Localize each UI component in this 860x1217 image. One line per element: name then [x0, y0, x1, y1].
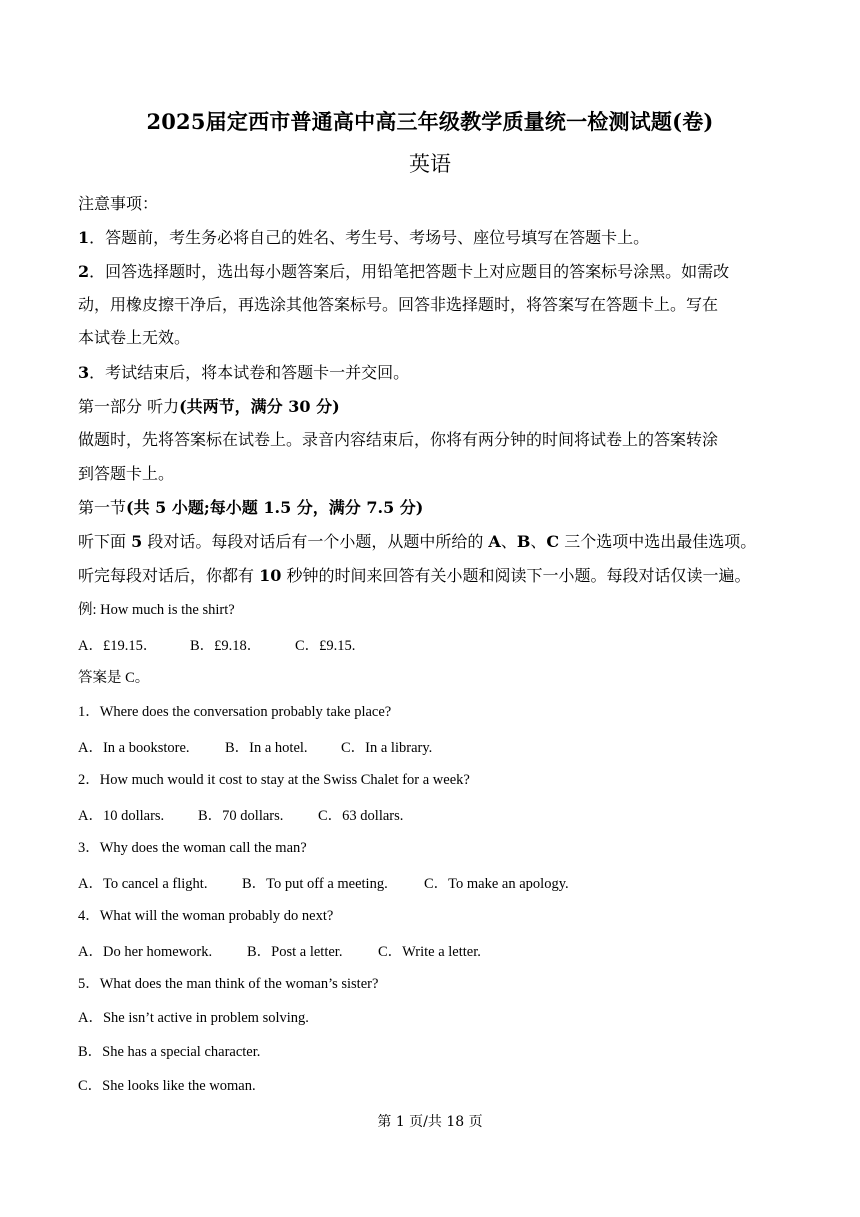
page-number: 第 1 页/共 18 页 [377, 1114, 483, 1130]
option-b: B．Post a letter. [247, 944, 343, 960]
option-b: B．In a hotel. [225, 740, 308, 756]
question-5: 5．What does the man think of the woman’s sister? [78, 976, 379, 992]
section1-instruction-2: 听完每段对话后，你都有 10 秒钟的时间来回答有关小题和阅读下一小题。每段对话仅读一遍。 [78, 566, 751, 585]
option-a: A．10 dollars. [78, 808, 165, 824]
question-2-options [78, 804, 403, 825]
question-4-options [78, 940, 481, 961]
option-a: A．£19.15． [78, 638, 158, 654]
option-c: C．Write a letter. [378, 944, 481, 960]
notice-item-1: 1．答题前，考生务必将自己的姓名、考生号、考场号、座位号填写在答题卡上。 [78, 228, 650, 247]
question-3: 3．Why does the woman call the man? [78, 840, 307, 856]
notice-item-3: 3．考试结束后，将本试卷和答题卡一并交回。 [78, 363, 410, 382]
question-5-option-b: B．She has a special character. [78, 1044, 261, 1060]
option-c: C．In a library. [341, 740, 433, 756]
question-5-option-a: A．She isn’t active in problem solving. [78, 1010, 309, 1026]
question-1-options [78, 736, 432, 757]
question-1: 1．Where does the conversation probably take place? [78, 704, 392, 720]
option-a: A．In a bookstore. [78, 740, 190, 756]
question-5-option-c: C．She looks like the woman. [78, 1078, 256, 1094]
option-a: A．Do her homework. [78, 944, 213, 960]
question-3-options [78, 872, 569, 893]
part1-title: 第一部分 听力(共两节，满分 30 分) [78, 397, 340, 416]
notice-item-2-line-3: 本试卷上无效。 [78, 328, 191, 347]
page-title: 2025届定西市普通高中高三年级教学质量统一检测试题(卷) [146, 109, 714, 134]
notice-heading: 注意事项： [78, 194, 159, 213]
option-b: B．To put off a meeting. [242, 876, 388, 892]
section1-title: 第一节(共 5 小题;每小题 1.5 分，满分 7.5 分) [78, 498, 424, 517]
option-c: C．63 dollars. [318, 808, 404, 824]
example-options [78, 634, 355, 655]
option-b: B．£9.18． [190, 638, 262, 654]
option-b: B．70 dollars. [198, 808, 284, 824]
option-a: A．To cancel a flight. [78, 876, 208, 892]
part1-instruction: 做题时，先将答案标在试卷上。录音内容结束后，你将有两分钟的时间将试卷上的答案转涂 [78, 430, 719, 449]
part1-instruction-line-2: 到答题卡上。 [78, 464, 175, 483]
notice-item-2: 2．回答选择题时，选出每小题答案后，用铅笔把答题卡上对应题目的答案标号涂黑。如需改 [78, 262, 730, 281]
option-c: C．£9.15. [295, 638, 356, 654]
notice-item-2-line-2: 动，用橡皮擦干净后，再选涂其他答案标号。回答非选择题时，将答案写在答题卡上。写在 [78, 295, 719, 314]
question-2: 2．How much would it cost to stay at the Swiss Chalet for a week? [78, 772, 470, 788]
option-c: C．To make an apology. [424, 876, 569, 892]
example-question: 例: How much is the shirt? [78, 602, 235, 618]
question-4: 4．What will the woman probably do next? [78, 908, 334, 924]
subject-title: 英语 [409, 152, 451, 176]
example-answer: 答案是 C。 [78, 670, 150, 686]
section1-instruction-1: 听下面 5 段对话。每段对话后有一个小题，从题中所给的 A、B、C 三个选项中选出最佳选项。 [78, 532, 757, 551]
